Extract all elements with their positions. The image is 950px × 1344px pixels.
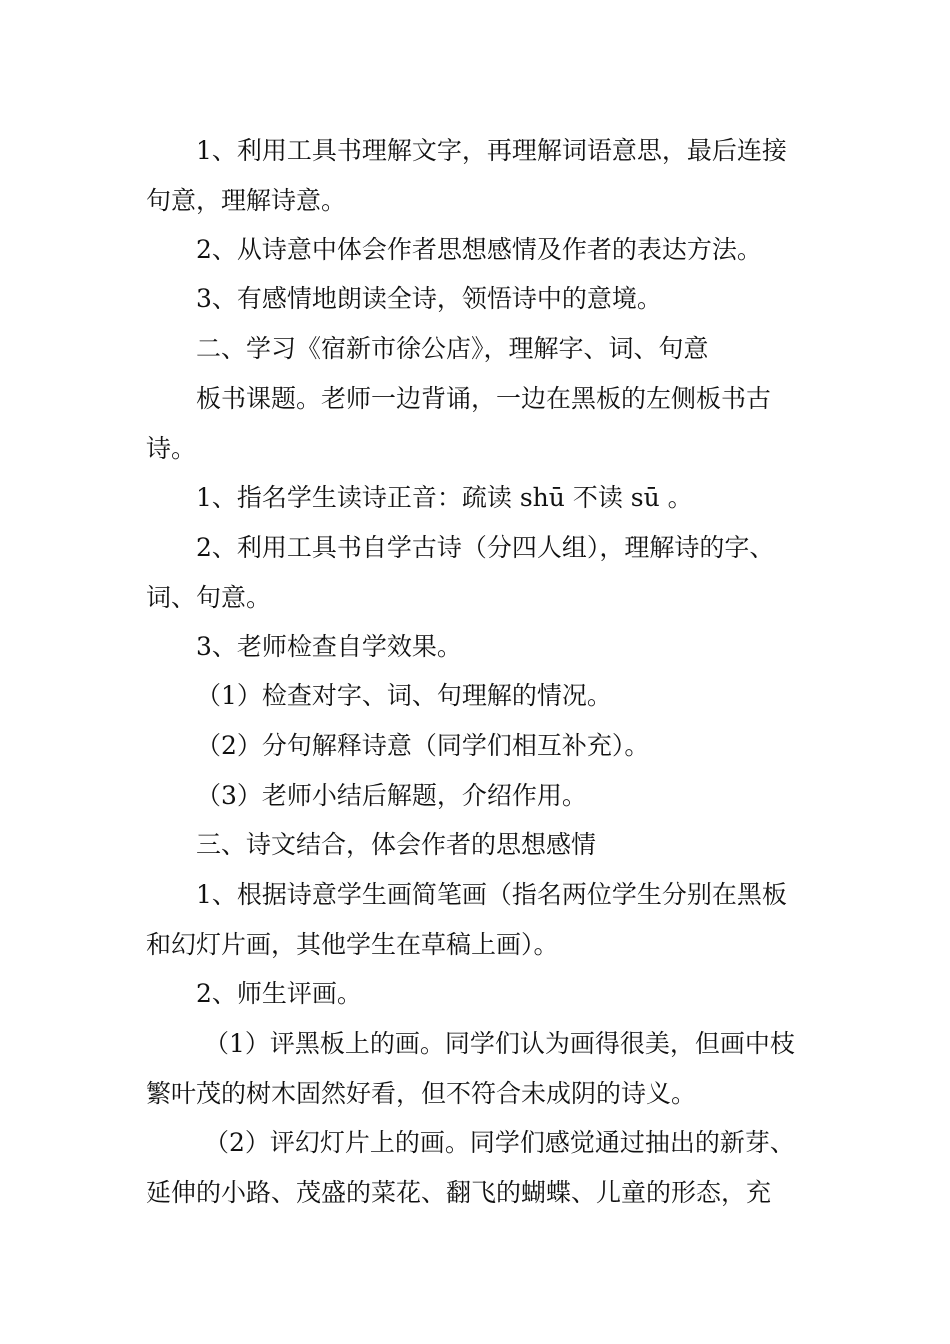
sub-item-3: （3）老师小结后解题，介绍作用。 [196,781,587,810]
paragraph-5: 1、指名学生读诗正音：疏读 shū 不读 sū 。 [196,483,693,512]
paragraph-7: 3、老师检查自学效果。 [196,632,462,661]
sub-item-4: （1）评黑板上的画。同学们认为画得很美，但画中枝繁叶茂的树木固然好看，但不符合未成阴的诗义。 [146,1029,795,1108]
paragraph-8: 1、根据诗意学生画简笔画（指名两位学生分别在黑板和幻灯片画，其他学生在草稿上画）。 [146,880,787,959]
paragraph-4: 板书课题。老师一边背诵，一边在黑板的左侧板书古诗。 [146,384,772,463]
section-heading-3: 三、诗文结合，体会作者的思想感情 [196,830,597,859]
sub-item-1: （1）检查对字、词、句理解的情况。 [196,681,612,710]
paragraph-9: 2、师生评画。 [196,979,362,1008]
paragraph-2: 2、从诗意中体会作者思想感情及作者的表达方法。 [196,235,762,264]
paragraph-3: 3、有感情地朗读全诗，领悟诗中的意境。 [196,284,662,313]
paragraph-6: 2、利用工具书自学古诗（分四人组），理解诗的字、词、句意。 [146,533,775,612]
section-heading-2: 二、学习《宿新市徐公店》，理解字、词、句意 [196,334,709,363]
paragraph-1: 1、利用工具书理解文字，再理解词语意思，最后连接句意，理解诗意。 [146,136,787,215]
sub-item-2: （2）分句解释诗意（同学们相互补充）。 [196,731,650,760]
sub-item-5: （2）评幻灯片上的画。同学们感觉通过抽出的新芽、延伸的小路、茂盛的菜花、翻飞的蝴蝶、儿童的形态，充 [146,1128,795,1207]
